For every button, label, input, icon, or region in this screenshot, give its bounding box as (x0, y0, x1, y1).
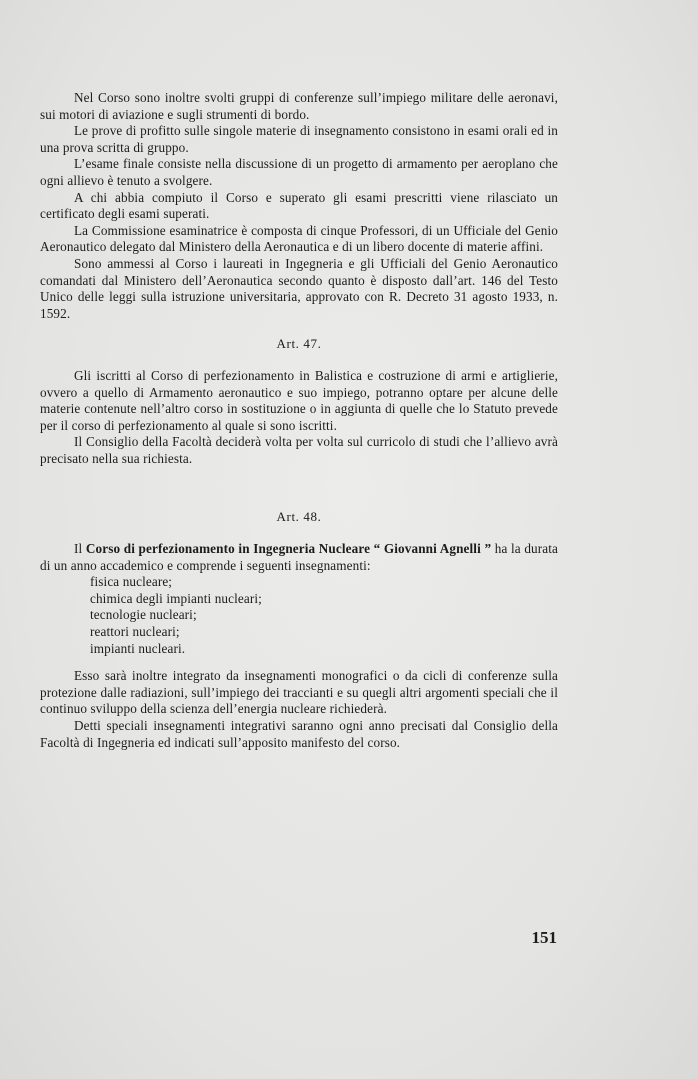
body-text (40, 90, 558, 751)
list-item: tecnologie nucleari; (90, 607, 197, 623)
list-item: fisica nucleare; (90, 574, 173, 590)
intro-rest: ha la durata di un anno accademico e comprende i seguenti insegnamenti: (40, 541, 558, 573)
paragraph: Nel Corso sono inoltre svolti gruppi di conferenze sull’impiego militare delle aeronavi, sui motori di aviazione e sugli strumenti di bordo. (40, 90, 558, 122)
article-heading-48: Art. 48. (276, 509, 322, 525)
art48-intro (40, 541, 558, 574)
page-number: 151 (531, 928, 557, 947)
paragraph: Le prove di profitto sulle singole materie di insegnamento consistono in esami orali ed in una prova scritta di gruppo. (40, 123, 558, 155)
paragraph: Gli iscritti al Corso di perfezionamento in Balistica e costruzione di armi e artiglierie, ovvero a quello di Armamento aeronautico e suo impiego, potranno optare per alcune delle materie contenute nell’altro corso in sostituzione o in aggiunta di quelle che lo Statuto prevede per il corso di perfezionamento al quale si sono iscritti. (40, 367, 558, 433)
paragraph: Detti speciali insegnamenti integrativi saranno ogni anno precisati dal Consiglio della Facoltà di Ingegneria ed indicati sull’apposito manifesto del corso. (40, 718, 558, 750)
list-item: reattori nucleari; (90, 624, 180, 640)
paragraph: Sono ammessi al Corso i laureati in Ingegneria e gli Ufficiali del Genio Aeronautico comandati dal Ministero dell’Aeronautica secondo quanto è disposto dall’art. 146 del Testo Unico delle leggi sulla istruzione universitaria, approvato con R. Decreto 31 agosto 1933, n. 1592. (40, 255, 558, 321)
article-heading-47: Art. 47. (276, 336, 322, 352)
intro-prefix: Il (74, 541, 83, 557)
list-item: impianti nucleari. (90, 640, 186, 656)
list-item: chimica degli impianti nucleari; (90, 590, 262, 606)
subject-list (90, 574, 558, 657)
paragraph: A chi abbia compiuto il Corso e superato gli esami prescritti viene rilasciato un certificato degli esami superati. (40, 189, 558, 222)
paragraph: L’esame finale consiste nella discussione di un progetto di armamento per aeroplano che ogni allievo è tenuto a svolgere. (40, 156, 558, 188)
paragraph: Il Consiglio della Facoltà deciderà volta per volta sul curricolo di studi che l’allievo avrà precisato nella sua richiesta. (40, 434, 558, 466)
paragraph: La Commissione esaminatrice è composta di cinque Professori, di un Ufficiale del Genio Aeronautico delegato dal Ministero della Aeronautica e di un libero docente di materie affini. (40, 222, 558, 255)
course-title: Corso di perfezionamento in Ingegneria Nucleare “ Giovanni Agnelli ” (85, 541, 492, 557)
paragraph: Esso sarà inoltre integrato da insegnamenti monografici o da cicli di conferenze sulla protezione dalle radiazioni, sull’impiego dei traccianti e su quegli altri argomenti speciali che il continuo sviluppo della scienza dell’energia nucleare richiederà. (40, 668, 558, 717)
